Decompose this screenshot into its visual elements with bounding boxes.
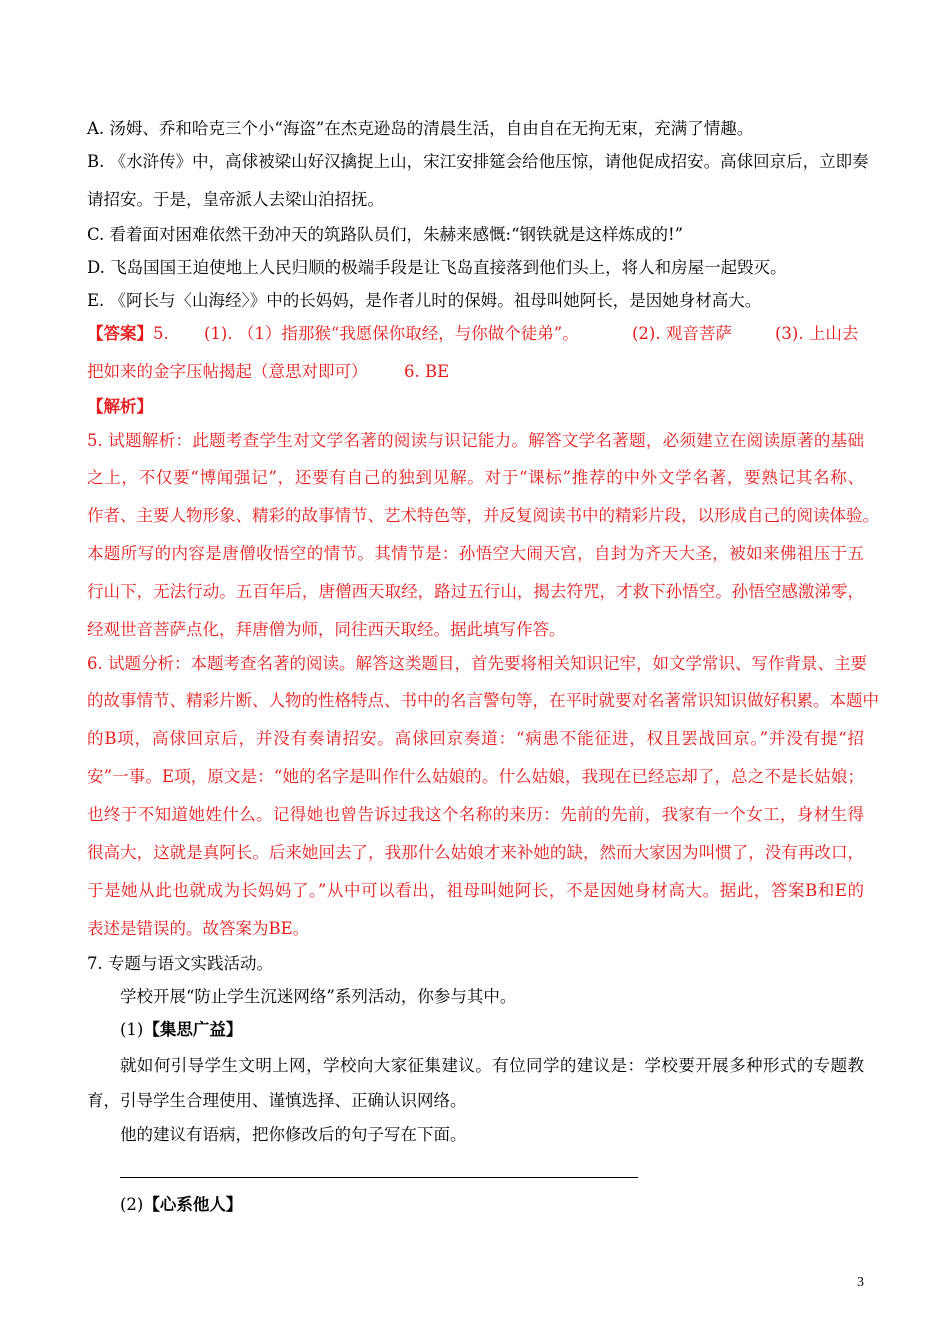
answer-label: 【答案】: [87, 324, 153, 343]
analysis-line: 的B项，高俅回京后，并没有奏请招安。高俅回京奏道：“病患不能征进，权且罢战回京。”并没有提“招: [87, 729, 864, 748]
q7-sub1-num: (1): [120, 1020, 144, 1039]
analysis-line: 作者、主要人物形象、精彩的故事情节、艺术特色等，并反复阅读书中的精彩片段，以形成自己的阅读体验。: [87, 506, 879, 525]
answer-q6: 6. BE: [404, 362, 450, 381]
option-d: D. 飞岛国国王迫使地上人民归顺的极端手段是让飞岛直接落到他们头上，将人和房屋一起毁灭。: [87, 258, 787, 277]
option-b-line2: 请招安。于是，皇帝派人去梁山泊招抚。: [87, 190, 384, 209]
answer-line2: [87, 361, 864, 383]
option-c: C. 看着面对困难依然干劲冲天的筑路队员们，朱赫来感慨:“钢铁就是这样炼成的!”: [87, 225, 684, 244]
analysis-line: 的故事情节、精彩片断、人物的性格特点、书中的名言警句等，在平时就要对名著常识知识做好积累。本题中: [87, 691, 879, 710]
analysis-line: 很高大，这就是真阿长。后来她回去了，我那什么姑娘才来补她的缺，然而大家因为叫惯了，没有再改口，: [87, 843, 864, 862]
option-b-line1: B. 《水浒传》中，高俅被梁山好汉擒捉上山，宋江安排筵会给他压惊，请他促成招安。高俅回京后，立即奏: [87, 152, 869, 171]
analysis-line: 表述是错误的。故答案为BE。: [87, 919, 310, 938]
q7-sub2-num: (2): [120, 1195, 144, 1214]
analysis-line: 也终于不知道她姓什么。记得她也曾告诉过我这个名称的来历：先前的先前，我家有一个女工，身材生得: [87, 805, 864, 824]
answer-part3: (3). 上山去: [775, 324, 859, 343]
q7-sub1-label: 【集思广益】: [143, 1020, 243, 1039]
analysis-line: 5. 试题解析：此题考查学生对文学名著的阅读与识记能力。解答文学名著题，必须建立在阅读原著的基础: [87, 431, 864, 450]
q7-sub1-prompt: 他的建议有语病，把你修改后的句子写在下面。: [120, 1125, 467, 1144]
q7-sub1-heading: [120, 1019, 864, 1041]
answer-line1: [87, 323, 864, 345]
analysis-line: 之上，不仅要“博闻强记”，还要有自己的独到见解。对于“课标”推荐的中外文学名著，要熟记其名称、: [87, 468, 864, 487]
analysis-line: 安”一事。E项，原文是：“她的名字是叫作什么姑娘的。什么姑娘，我现在已经忘却了，总之不是长姑娘；: [87, 767, 864, 786]
answer-part1: (1). （1）指那猴“我愿保你取经，与你做个徒弟”。: [204, 324, 579, 343]
analysis-line: 于是她从此也就成为长妈妈了。”从中可以看出，祖母叫她阿长，不是因她身材高大。据此，答案B和E的: [87, 881, 864, 900]
answer-blank-line[interactable]: [120, 1177, 638, 1178]
answer-part2: (2). 观音菩萨: [632, 324, 732, 343]
analysis-line: 6. 试题分析：本题考查名著的阅读。解答这类题目，首先要将相关知识记牢，如文学常识、写作背景、主要: [87, 654, 867, 673]
q7-sub2-label: 【心系他人】: [143, 1195, 243, 1214]
analysis-line: 行山下，无法行动。五百年后，唐僧西天取经，路过五行山，揭去符咒，才救下孙悟空。孙悟空感激涕零，: [87, 582, 864, 601]
answer-line2-text: 把如来的金字压帖揭起（意思对即可）: [87, 362, 368, 381]
page-number: 3: [857, 1275, 864, 1290]
q7-sub1-text1: 就如何引导学生文明上网，学校向大家征集建议。有位同学的建议是：学校要开展多种形式的专题教: [120, 1056, 864, 1075]
q7-sub2-heading: [120, 1194, 864, 1216]
option-e: E. 《阿长与〈山海经〉》中的长妈妈，是作者儿时的保姆。祖母叫她阿长，是因她身材高大。: [87, 291, 762, 310]
analysis-line: 经观世音菩萨点化，拜唐僧为师，同往西天取经。据此填写作答。: [87, 620, 566, 639]
answer-q5-num: 5.: [153, 324, 169, 343]
analysis-line: 本题所写的内容是唐僧收悟空的情节。其情节是：孙悟空大闹天宫，自封为齐天大圣，被如来佛祖压于五: [87, 544, 864, 563]
analysis-label: 【解析】: [87, 397, 153, 416]
q7-sub1-text2: 育，引导学生合理使用、谨慎选择、正确认识网络。: [87, 1091, 467, 1110]
option-a: A. 汤姆、乔和哈克三个小“海盗”在杰克逊岛的清晨生活，自由自在无拘无束，充满了情趣。: [87, 119, 754, 138]
q7-intro: 学校开展“防止学生沉迷网络”系列活动，你参与其中。: [120, 987, 517, 1006]
q7-title: 7. 专题与语文实践活动。: [87, 954, 273, 973]
